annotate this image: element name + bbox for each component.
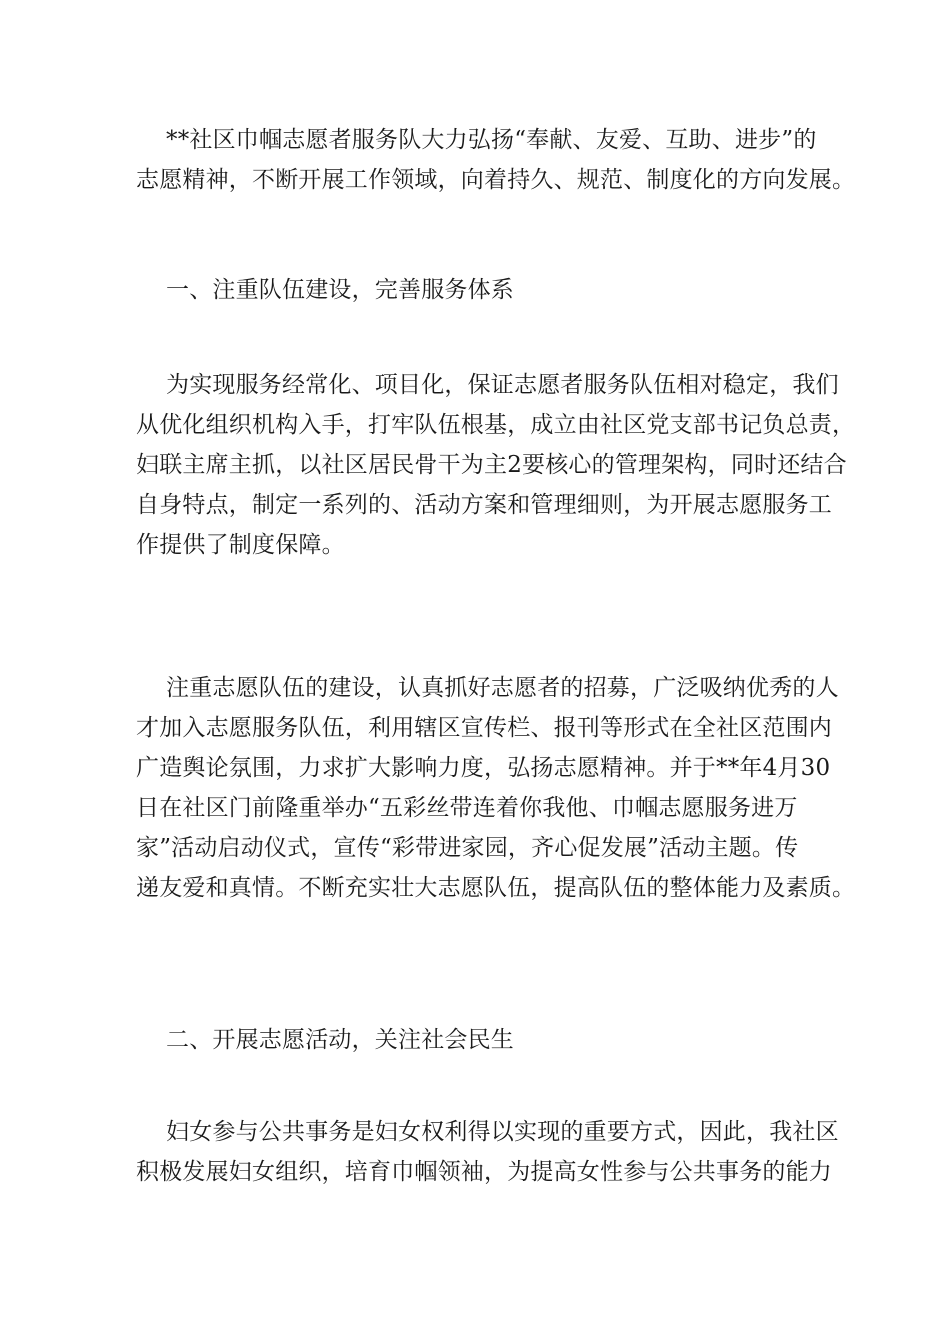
text-line: 广造舆论氛围，力求扩大影响力度，弘扬志愿精神。并于**年4月30 bbox=[136, 755, 831, 781]
text-line: 志愿精神，不断开展工作领域，向着持久、规范、制度化的方向发展。 bbox=[136, 167, 856, 193]
text-line: 才加入志愿服务队伍，利用辖区宣传栏、报刊等形式在全社区范围内 bbox=[136, 715, 832, 741]
text-line: 为实现服务经常化、项目化，保证志愿者服务队伍相对稳定，我们 bbox=[166, 372, 839, 398]
body-paragraph-2 bbox=[136, 668, 856, 908]
text-line: 递友爱和真情。不断充实壮大志愿队伍，提高队伍的整体能力及素质。 bbox=[136, 875, 856, 901]
section-heading-2 bbox=[136, 1020, 826, 1060]
text-line: 妇联主席主抓，以社区居民骨干为主2要核心的管理架构，同时还结合 bbox=[136, 452, 847, 478]
section-heading-1 bbox=[136, 270, 826, 310]
heading-text: 二、开展志愿活动，关注社会民生 bbox=[166, 1027, 514, 1053]
text-line: 自身特点，制定一系列的、活动方案和管理细则，为开展志愿服务工 bbox=[136, 492, 832, 518]
text-line: **社区巾帼志愿者服务队大力弘扬“奉献、友爱、互助、进步”的 bbox=[166, 127, 817, 153]
text-line: 妇女参与公共事务是妇女权利得以实现的重要方式，因此，我社区 bbox=[166, 1119, 839, 1145]
text-line: 积极发展妇女组织，培育巾帼领袖，为提高女性参与公共事务的能力 bbox=[136, 1159, 832, 1185]
intro-paragraph bbox=[136, 120, 856, 200]
text-line: 从优化组织机构入手，打牢队伍根基，成立由社区党支部书记负总责， bbox=[136, 412, 856, 438]
text-line: 家”活动启动仪式，宣传“彩带进家园，齐心促发展”活动主题。传 bbox=[136, 835, 799, 861]
body-paragraph-1 bbox=[136, 365, 856, 565]
text-line: 注重志愿队伍的建设，认真抓好志愿者的招募，广泛吸纳优秀的人 bbox=[166, 675, 839, 701]
heading-text: 一、注重队伍建设，完善服务体系 bbox=[166, 277, 514, 303]
text-line: 日在社区门前隆重举办“五彩丝带连着你我他、巾帼志愿服务进万 bbox=[136, 795, 798, 821]
body-paragraph-3 bbox=[136, 1112, 839, 1192]
text-line: 作提供了制度保障。 bbox=[136, 532, 345, 558]
